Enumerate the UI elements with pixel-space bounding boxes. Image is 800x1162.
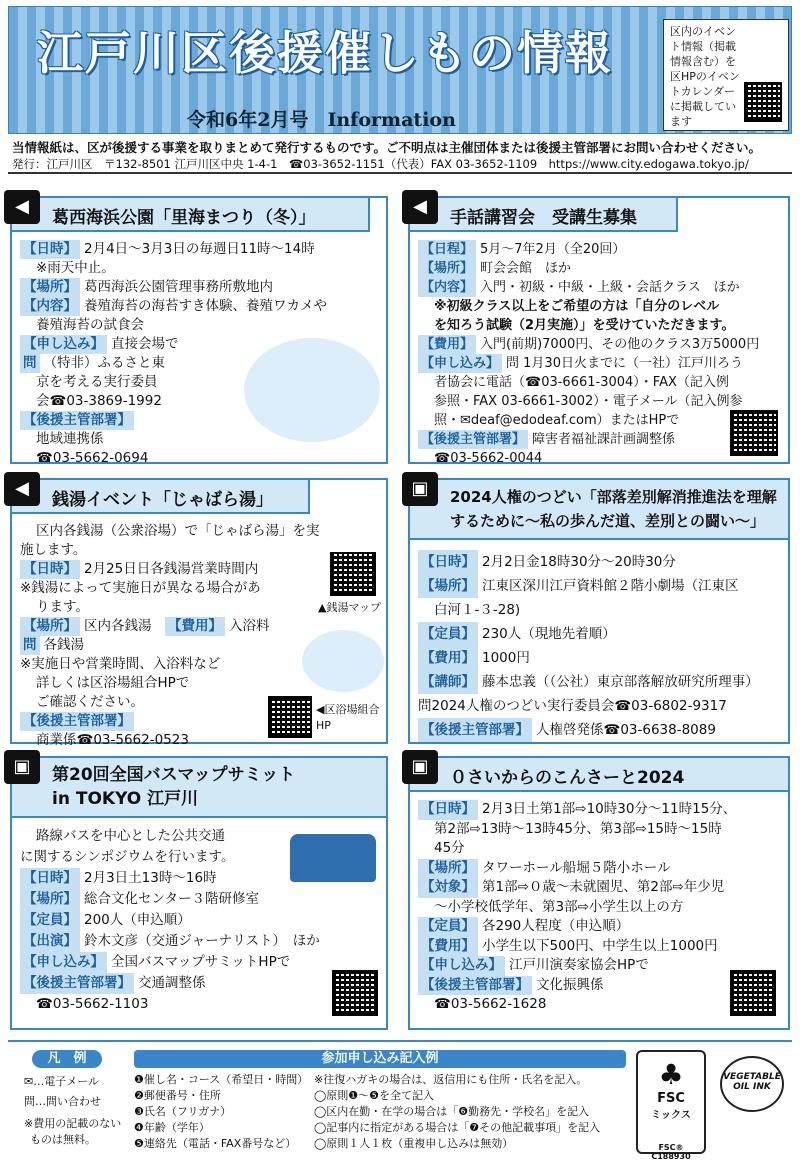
event-card-satoumi: ◀ 葛西海浜公園「里海まつり（冬）」 【日時】 2月4日～3月3日の毎週日11時～14時 ※雨天中止。 【場所】 葛西海浜公園管理事務所敷地内 【内容】 養殖海苔の海苔すき体験、養殖ワカメや 養殖海苔の試食会 【申し込み】 直接会場で 問 （特非）ふるさと東 京を考える実行委員 会☎03-3869-1992 【後援主管部署】 地域連携係 ☎03-5662-0694 (10, 196, 388, 464)
event-title: ▣ ０さいからのこんさーと2024 (408, 756, 790, 792)
divider (8, 172, 792, 174)
event-card-concert: ▣ ０さいからのこんさーと2024 【日時】 2月3日土第1部⇨10時30分～11時15分、 第2部⇨13時～13時45分、第3部⇨15時～15時 45分 【場所】 タワーホール船堀５階小ホール 【対象】 第1部⇨０歳～未就園児、第2部⇨年少児 ～小学校低学年、第3部⇨小学生以上の方 【定員】 各290人程度（申込順） 【費用】 小学生以下500円、中学生以上1000円 【申し込み】 江戸川演奏家協会HPで 【後援主管部署】 文化振興係 ☎03-5662-1628 (408, 756, 790, 1030)
qr-caption: ◀区浴場組合HP (316, 703, 380, 732)
event-card-jabara-yu: ◀ 銭湯イベント「じゃばら湯」 区内各銭湯（公衆浴場）で「じゃばら湯」を実 施します。 【日時】 2月25日日各銭湯営業時間内 ※銭湯によって実施日が異なる場合があ ります。 【場所】 区内各銭湯 【費用】 入浴料 問 各銭湯 ※実施日や営業時間、入浴料など 詳しくは区浴場組合HPで ご確認ください。 【後援主管部署】 商業係☎03-5662-0523 ▲銭湯マップ ◀区浴場組合HP (10, 478, 388, 744)
qr-code-icon[interactable] (744, 82, 782, 122)
issue-subtitle: 令和6年2月号 Information (187, 109, 456, 131)
masthead (8, 6, 792, 134)
lecture-icon: ▣ (402, 472, 438, 506)
tree-icon: ♣ (658, 1058, 684, 1091)
qr-code-icon[interactable] (730, 410, 778, 456)
kids-beach-illustration (244, 338, 380, 442)
event-card-human-rights: ▣ 2024人権のつどい「部落差別解消推進法を理解 するために～私の歩んだ道、差別との闘い～」 【日時】 2月2日金18時30分～20時30分 【場所】 江東区深川江戸資料館２階小劇場（江東区 白河１-３-28) 【定員】 230人（現地先着順） 【費用】 1000円 【講師】 藤本忠義（（公社）東京部落解放研究所理事） 問2024人権のつどい実行委員会☎03-6802-9317 【後援主管部署】 人権啓発係☎03-6638-8089 (408, 478, 790, 744)
page-title: 江戸川区後援催しもの情報 (37, 26, 613, 80)
qr-code-icon[interactable] (330, 552, 376, 596)
event-title: ▣ 2024人権のつどい「部落差別解消推進法を理解 するために～私の歩んだ道、差別との闘い～」 (408, 478, 790, 540)
megaphone-icon: ◀ (4, 472, 40, 506)
publisher-address: 発行：江戸川区 〒132-8501 江戸川区中央 1-4-1 ☎03-3652-1151（代表）FAX 03-3652-1109 https://www.city.edogawa.tokyo.jp/ (12, 157, 749, 171)
event-title: ◀ 銭湯イベント「じゃばら湯」 (10, 478, 310, 514)
qr-code-icon[interactable] (332, 970, 378, 1016)
lecture-icon: ▣ (402, 750, 438, 784)
lecture-icon: ▣ (4, 750, 40, 784)
qr-code-icon[interactable] (730, 970, 776, 1016)
fsc-logo: ♣ FSC ミックス FSC® C188930 (636, 1050, 706, 1154)
bus-icon (290, 834, 376, 882)
event-calendar-info: 区内のイベント情報（掲載情報含む）を区HPのイベントカレンダーに掲載しています (663, 19, 789, 131)
vegetable-oil-ink-logo: VEGETABLE OIL INK (720, 1056, 784, 1112)
megaphone-icon: ◀ (402, 190, 438, 224)
qr-code-icon[interactable] (268, 696, 312, 738)
event-title: ◀ 手話講習会 受講生募集 (408, 196, 678, 232)
legend-title: 凡 例 (32, 1050, 102, 1068)
qr-caption: ▲銭湯マップ (318, 601, 382, 614)
event-title: ▣ 第20回全国バスマップサミット in TOKYO 江戸川 (10, 756, 388, 818)
bath-mascot-illustration (302, 630, 384, 692)
megaphone-icon: ◀ (4, 190, 40, 224)
footer: 凡 例 ✉…電子メール 問…問い合わせ ※費用の記載のない ものは無料。 参加申し込み記入例 ❶催し名・コース（希望日・時間） ❷郵便番号・住所 ❸氏名（フリガナ） ❹年齢（学年） ❺連絡先（電話・FAX番号など） ※往復ハガキの場合は、返信用にも住所・氏名を記入。 ◯原則❶～❺を全て記入 ◯区内在勤・在学の場合は「❻勤務先・学校名」を記入 ◯記事内に指定がある場合は「❼その他記載事項」を記入 ◯原則１人１枚（重複申し込みは無効） ♣ FSC ミックス FSC® C188930 VEGETABLE OIL INK (8, 1040, 792, 1158)
event-card-bus-map-summit: ▣ 第20回全国バスマップサミット in TOKYO 江戸川 路線バスを中心とした公共交通 に関するシンポジウムを行います。 【日時】 2月3日土13時～16時 【場所】 総合文化センター３階研修室 【定員】 200人（申込順） 【出演】 鈴木文彦（交通ジャーナリスト） ほか 【申し込み】 全国バスマップサミットHPで 【後援主管部署】 交通調整係 ☎03-5662-1103 (10, 756, 388, 1030)
entry-example-title: 参加申し込み記入例 (134, 1050, 626, 1068)
event-title: ◀ 葛西海浜公園「里海まつり（冬）」 (10, 196, 370, 232)
notice-text: 当情報紙は、区が後援する事業を取りまとめて発行するものです。ご不明点は主催団体または後援主管部署にお問い合わせください。 (12, 140, 762, 155)
event-card-sign-language: ◀ 手話講習会 受講生募集 【日程】 5月～7年2月（全20回） 【場所】 町会会館 ほか 【内容】 入門・初級・中級・上級・会話クラス ほか ※初級クラス以上をご希望の方は「自分のレベル を知ろう試験（2月実施）」を受けていただきます。 【費用】 入門(前期)7000円、その他のクラス3万5000円 【申し込み】 問 1月30日火までに（一社）江戸川ろう 者協会に電話（☎03-6661-3004）・FAX（記入例 参照・FAX 03-6661-3002）・電子メール（記入例参 照・✉deaf@edodeaf.com）またはHPで 【後援主管部署】 障害者福祉課計画調整係 ☎03-5662-0044 (408, 196, 790, 464)
